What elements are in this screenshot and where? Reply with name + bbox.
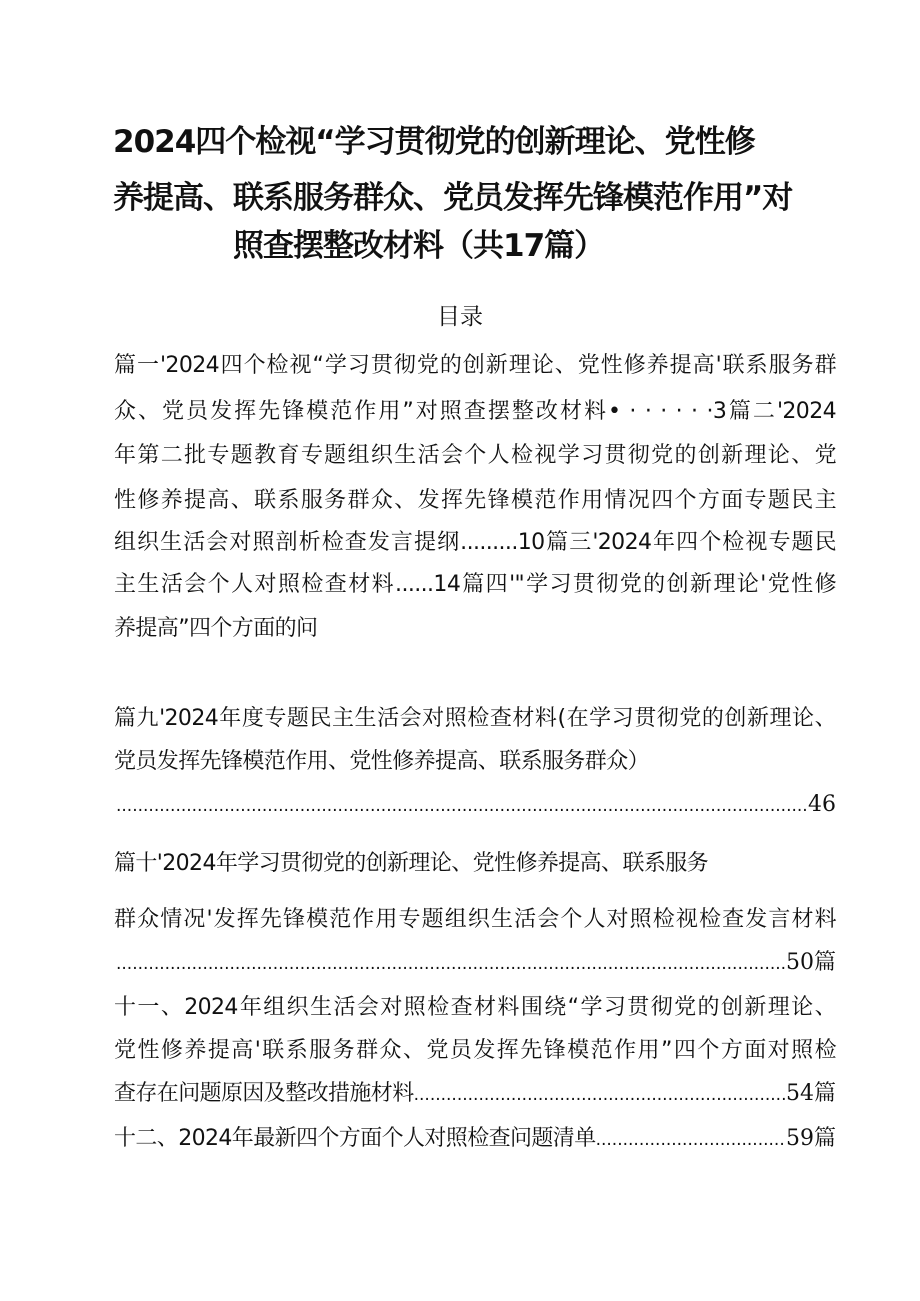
toc-line: 组织生活会对照剖析检查发言提纲.........10篇三'2024年四个检视专题民 [114, 530, 836, 555]
title-line-2: 养提高、联系服务群众、党员发挥先锋模范作用”对 [113, 180, 793, 216]
toc-line: 党员发挥先锋模范作用、党性修养提高、联系服务群众） [114, 749, 650, 774]
toc-line: 养提高”四个方面的问 [114, 616, 318, 641]
title-line-3: 照查摆整改材料（共17篇） [233, 228, 605, 264]
toc-leader [114, 1122, 836, 1157]
toc-line: 众、党员发挥先锋模范作用”对照查摆整改材料• · · · · · ·3篇二'2024 [114, 399, 836, 424]
toc-heading: 目录 [437, 304, 483, 330]
toc-line: 年第二批专题教育专题组织生活会个人检视学习贯彻党的创新理论、党 [114, 443, 836, 468]
dot-leader [116, 947, 786, 981]
toc-line: 篇九'2024年度专题民主生活会对照检查材料(在学习贯彻党的创新理论、 [114, 706, 836, 731]
toc-leader [114, 1077, 836, 1112]
toc-leader [116, 788, 836, 823]
dot-leader [596, 1123, 786, 1157]
toc-page-number: 54篇 [786, 1081, 836, 1106]
toc-entry-text: 查存在问题原因及整改措施材料 [114, 1081, 414, 1106]
toc-page-number: 59篇 [786, 1126, 836, 1151]
dot-leader [116, 789, 808, 823]
dot-leader [414, 1078, 786, 1112]
toc-line: 十一、2024年组织生活会对照检查材料围绕“学习贯彻党的创新理论、 [114, 995, 836, 1020]
toc-page-number: 50篇 [786, 950, 836, 975]
title-line-1: 2024四个检视“学习贯彻党的创新理论、党性修 [113, 124, 755, 160]
toc-line: 篇十'2024年学习贯彻党的创新理论、党性修养提高、联系服务 [114, 851, 709, 876]
toc-line: 性修养提高、联系服务群众、发挥先锋模范作用情况四个方面专题民主 [114, 488, 836, 513]
toc-page-number: 46 [808, 792, 836, 817]
toc-line: 党性修养提高'联系服务群众、党员发挥先锋模范作用”四个方面对照检 [114, 1038, 836, 1063]
toc-line: 群众情况'发挥先锋模范作用专题组织生活会个人对照检视检查发言材料 [114, 907, 836, 932]
toc-leader [116, 946, 836, 981]
toc-line: 篇一'2024四个检视“学习贯彻党的创新理论、党性修养提高'联系服务群 [114, 353, 836, 378]
toc-line: 主生活会个人对照检查材料......14篇四'"学习贯彻党的创新理论'党性修 [114, 572, 836, 597]
toc-entry-text: 十二、2024年最新四个方面个人对照检查问题清单 [114, 1126, 596, 1151]
